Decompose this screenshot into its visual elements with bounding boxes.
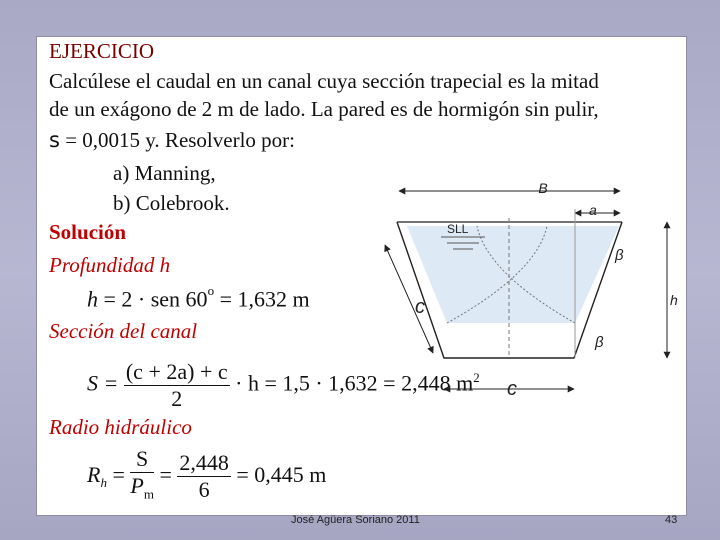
method-item-b: b) Colebrook. (113, 191, 230, 215)
footer-author: José Agüera Soriano 2011 (291, 514, 420, 526)
label-beta-bottom: β (595, 334, 604, 351)
footer-page-number: 43 (665, 514, 678, 526)
problem-line-3 (49, 128, 295, 153)
label-c-bottom: c (507, 378, 517, 400)
degree-mark: o (207, 283, 215, 298)
water-area (407, 226, 619, 323)
section-heading: Sección del canal (49, 319, 198, 343)
radius-equation (87, 446, 326, 507)
label-a: a (589, 202, 597, 218)
radius-eq-result: = 0,445 m (236, 461, 327, 487)
radius-fraction-1-den (130, 473, 154, 507)
perimeter-symbol: P (130, 473, 144, 498)
radius-fraction-1-num: S (130, 446, 154, 473)
depth-eq-result: = 1,632 m (214, 286, 310, 312)
depth-equation (87, 283, 310, 312)
label-B: B (538, 180, 548, 196)
section-fraction (124, 359, 230, 412)
label-beta-top: β (615, 247, 624, 264)
radius-eq-equals-2: = (159, 461, 172, 487)
radius-eq-lhs: R (87, 461, 101, 487)
section-eq-lhs: S = (87, 370, 119, 396)
slope-value: = 0,0015 y. Resolverlo por: (59, 128, 295, 152)
label-c-side: c (415, 296, 425, 318)
radius-eq-equals-1: = (112, 461, 125, 487)
radius-fraction-2-num: 2,448 (179, 450, 229, 476)
slide (36, 36, 687, 526)
depth-eq-expr: = 2 · sen 60 (103, 286, 208, 312)
slope-symbol: s (49, 128, 60, 152)
radius-fraction-1 (130, 446, 154, 507)
slide-title: EJERCICIO (49, 39, 154, 63)
section-fraction-denominator: 2 (171, 386, 183, 411)
section-eq-rest: · h = 1,5 · 1,632 = 2,448 m (235, 370, 474, 396)
radius-fraction-2-den: 6 (198, 477, 210, 503)
label-h: h (670, 292, 678, 308)
section-fraction-numerator: (c + 2a) + c (125, 359, 228, 384)
perimeter-subscript: m (143, 486, 154, 502)
depth-heading: Profundidad h (49, 253, 171, 277)
section-eq-exponent: 2 (473, 370, 480, 386)
solution-heading: Solución (49, 220, 127, 244)
radius-heading: Radio hidráulico (49, 415, 192, 439)
problem-line-2: de un exágono de 2 m de lado. La pared es de hormigón sin pulir, (49, 97, 599, 121)
radius-fraction-2 (177, 450, 231, 503)
depth-eq-lhs: h (87, 286, 98, 312)
radius-eq-lhs-sub: h (100, 475, 107, 491)
sll-label: SLL (447, 222, 469, 236)
method-item-a: a) Manning, (113, 161, 216, 185)
problem-line-1: Calcúlese el caudal en un canal cuya sección trapecial es la mitad (49, 69, 599, 93)
